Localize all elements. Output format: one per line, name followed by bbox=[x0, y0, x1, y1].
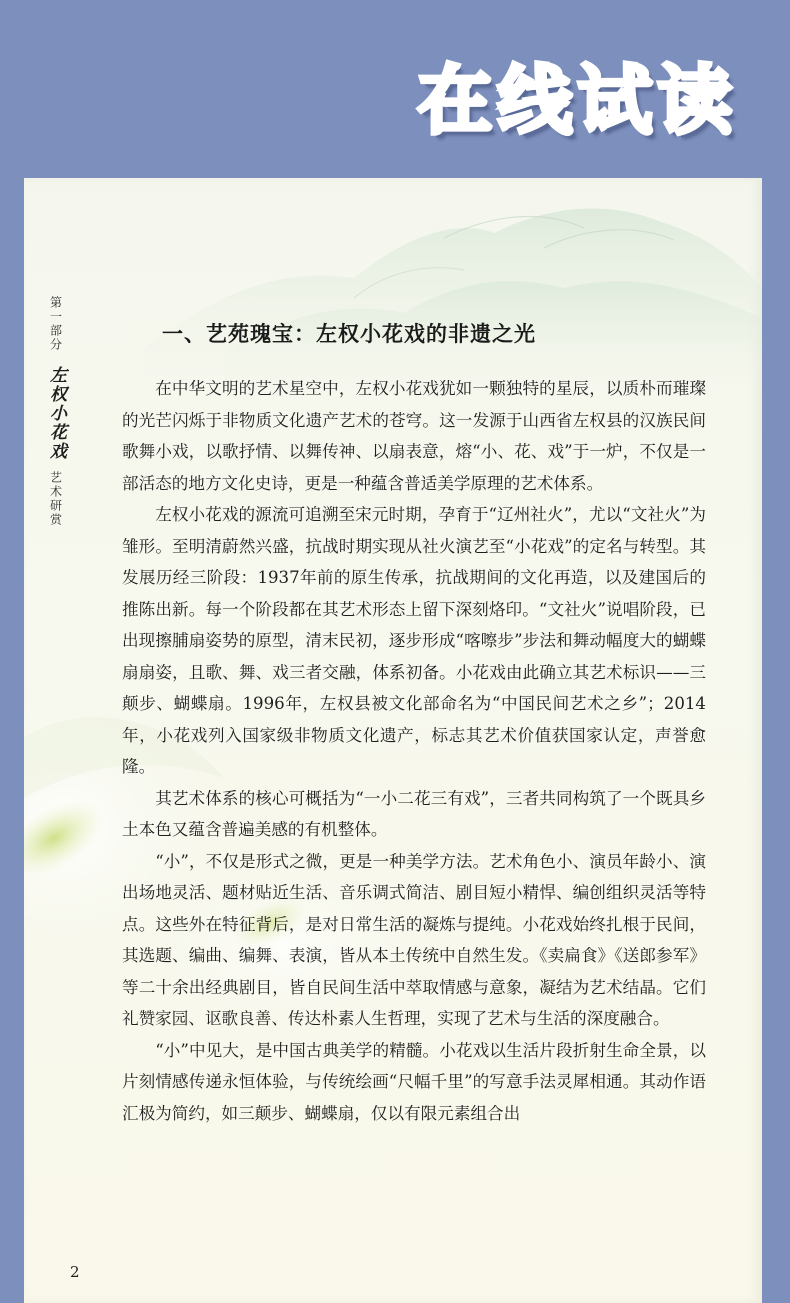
section-label: 艺术研赏 bbox=[48, 471, 63, 527]
part-sidebar bbox=[44, 296, 68, 527]
series-logo: 左权小花戏 bbox=[46, 366, 66, 461]
paragraph: “小”中见大，是中国古典美学的精髓。小花戏以生活片段折射生命全景，以片刻情感传递永恒体验，与传统绘画“尺幅千里”的写意手法灵犀相通。其动作语汇极为简约，如三颠步、蝴蝶扇，仅以有限元素组合出 bbox=[122, 1040, 706, 1123]
paragraph: 左权小花戏的源流可追溯至宋元时期，孕育于“辽州社火”，尤以“文社火”为雏形。至明清蔚然兴盛，抗战时期实现从社火演艺至“小花戏”的定名与转型。其发展历经三阶段：1937年前的原生传承，抗战期间的文化再造，以及建国后的推陈出新。每一个阶段都在其艺术形态上留下深刻烙印。“文社火”说唱阶段，已出现擦脯扇姿势的原型，清末民初，逐步形成“喀嚓步”步法和舞动幅度大的蝴蝶扇扇姿，且歌、舞、戏三者交融，体系初备。小花戏由此确立其艺术标识——三颠步、蝴蝶扇。1996年，左权县被文化部命名为“中国民间艺术之乡”；2014年，小花戏列入国家级非物质文化遗产，标志其艺术价值获国家认定，声誉愈隆。 bbox=[122, 505, 706, 776]
page-number: 2 bbox=[70, 1263, 80, 1281]
section-heading: 一、艺苑瑰宝：左权小花戏的非遗之光 bbox=[162, 322, 536, 346]
body-text bbox=[122, 373, 706, 1129]
book-page bbox=[24, 178, 762, 1303]
paragraph: 在中华文明的艺术星空中，左权小花戏犹如一颗独特的星辰，以质朴而璀璨的光芒闪烁于非物质文化遗产艺术的苍穹。这一发源于山西省左权县的汉族民间歌舞小戏，以歌抒情、以舞传神、以扇表意，熔“小、花、戏”于一炉，不仅是一部活态的地方文化史诗，更是一种蕴含普适美学原理的艺术体系。 bbox=[122, 379, 706, 493]
paragraph: 其艺术体系的核心可概括为“一小二花三有戏”，三者共同构筑了一个既具乡土本色又蕴含普遍美感的有机整体。 bbox=[122, 788, 706, 839]
paragraph: “小”，不仅是形式之微，更是一种美学方法。艺术角色小、演员年龄小、演出场地灵活、题材贴近生活、音乐调式简洁、剧目短小精悍、编创组织灵活等特点。这些外在特征背后，是对日常生活的凝炼与提纯。小花戏始终扎根于民间，其选题、编曲、编舞、表演，皆从本土传统中自然生发。《卖扁食》《送郎参军》等二十余出经典剧目，皆自民间生活中萃取情感与意象，凝结为艺术结晶。它们礼赞家园、讴歌良善、传达朴素人生哲理，实现了艺术与生活的深度融合。 bbox=[122, 851, 706, 1028]
part-label: 第一部分 bbox=[48, 296, 63, 352]
online-preview-banner: 在线试读 bbox=[418, 58, 738, 144]
